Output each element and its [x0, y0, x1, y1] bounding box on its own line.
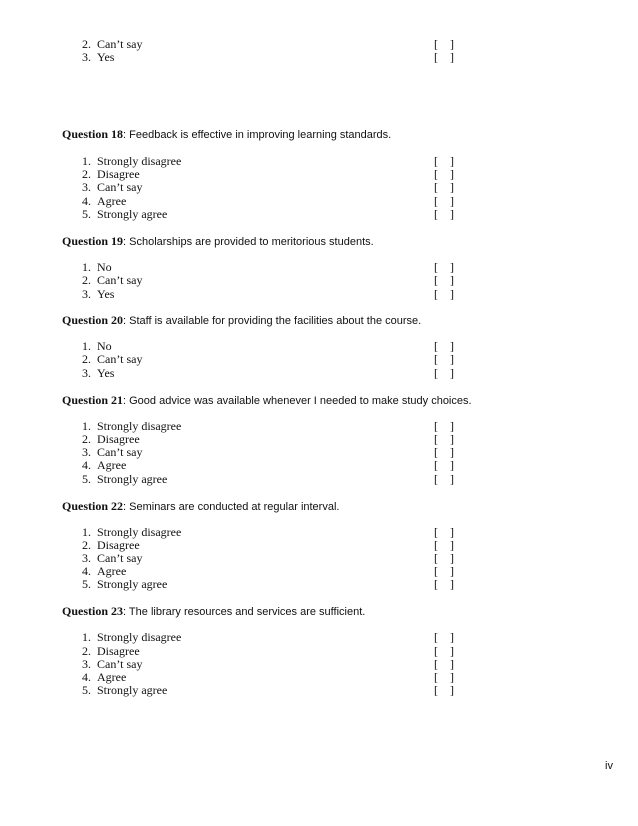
option-number: 1. [82, 525, 91, 539]
option-number: 4. [82, 670, 91, 684]
option-row [0, 339, 638, 353]
option-label: Strongly disagree [97, 630, 182, 644]
option-label: Yes [97, 50, 115, 64]
option-row [0, 472, 638, 486]
answer-checkbox[interactable]: [ ] [434, 339, 454, 353]
question-22-heading [62, 499, 582, 514]
answer-checkbox[interactable]: [ ] [434, 207, 454, 221]
question-18-heading [62, 127, 582, 142]
option-label: Strongly agree [97, 683, 168, 697]
option-label: Can’t say [97, 352, 143, 366]
option-row [0, 287, 638, 301]
option-row [0, 50, 638, 64]
option-label: Agree [97, 670, 127, 684]
question-text: : Feedback is effective in improving learning standards. [123, 129, 392, 141]
question-label: Question 18 [62, 127, 124, 141]
question-label: Question 20 [62, 313, 124, 327]
option-label: Strongly disagree [97, 419, 182, 433]
option-label: Strongly agree [97, 207, 168, 221]
option-number: 1. [82, 630, 91, 644]
option-row [0, 180, 638, 194]
question-21-heading [62, 393, 582, 408]
option-number: 5. [82, 683, 91, 697]
option-label: Yes [97, 287, 115, 301]
answer-checkbox[interactable]: [ ] [434, 366, 454, 380]
option-row [0, 525, 638, 539]
answer-checkbox[interactable]: [ ] [434, 670, 454, 684]
answer-checkbox[interactable]: [ ] [434, 154, 454, 168]
answer-checkbox[interactable]: [ ] [434, 352, 454, 366]
option-label: No [97, 339, 112, 353]
answer-checkbox[interactable]: [ ] [434, 577, 454, 591]
option-row [0, 683, 638, 697]
option-row [0, 366, 638, 380]
answer-checkbox[interactable]: [ ] [434, 644, 454, 658]
question-text: : Staff is available for providing the facilities about the course. [123, 315, 422, 327]
answer-checkbox[interactable]: [ ] [434, 472, 454, 486]
option-row [0, 564, 638, 578]
option-number: 3. [82, 180, 91, 194]
option-number: 2. [82, 37, 91, 51]
option-number: 2. [82, 273, 91, 287]
option-number: 1. [82, 339, 91, 353]
option-number: 4. [82, 564, 91, 578]
option-number: 3. [82, 366, 91, 380]
option-number: 2. [82, 167, 91, 181]
option-label: Can’t say [97, 657, 143, 671]
question-label: Question 19 [62, 234, 124, 248]
question-19-heading [62, 234, 582, 249]
option-number: 1. [82, 419, 91, 433]
option-row [0, 273, 638, 287]
answer-checkbox[interactable]: [ ] [434, 419, 454, 433]
answer-checkbox[interactable]: [ ] [434, 50, 454, 64]
option-number: 3. [82, 50, 91, 64]
answer-checkbox[interactable]: [ ] [434, 180, 454, 194]
option-row [0, 577, 638, 591]
question-label: Question 23 [62, 604, 124, 618]
option-label: Strongly agree [97, 577, 168, 591]
answer-checkbox[interactable]: [ ] [434, 445, 454, 459]
option-row [0, 644, 638, 658]
option-row [0, 194, 638, 208]
answer-checkbox[interactable]: [ ] [434, 273, 454, 287]
answer-checkbox[interactable]: [ ] [434, 630, 454, 644]
option-label: Can’t say [97, 445, 143, 459]
option-number: 2. [82, 432, 91, 446]
option-row [0, 167, 638, 181]
question-23-heading [62, 604, 582, 619]
option-label: Disagree [97, 538, 140, 552]
option-label: No [97, 260, 112, 274]
option-row [0, 657, 638, 671]
option-label: Strongly agree [97, 472, 168, 486]
question-text: : Seminars are conducted at regular interval. [123, 501, 340, 513]
question-text: : Scholarships are provided to meritorious students. [123, 236, 374, 248]
option-row [0, 419, 638, 433]
answer-checkbox[interactable]: [ ] [434, 432, 454, 446]
option-label: Agree [97, 194, 127, 208]
option-number: 3. [82, 657, 91, 671]
question-label: Question 22 [62, 499, 124, 513]
option-number: 4. [82, 458, 91, 472]
question-20-heading [62, 313, 582, 328]
option-number: 1. [82, 260, 91, 274]
option-label: Strongly disagree [97, 154, 182, 168]
option-row [0, 551, 638, 565]
question-text: : Good advice was available whenever I needed to make study choices. [123, 395, 472, 407]
option-number: 5. [82, 577, 91, 591]
option-row [0, 352, 638, 366]
option-label: Can’t say [97, 37, 143, 51]
question-text: : The library resources and services are sufficient. [123, 606, 366, 618]
option-label: Disagree [97, 167, 140, 181]
option-label: Can’t say [97, 180, 143, 194]
answer-checkbox[interactable]: [ ] [434, 167, 454, 181]
option-label: Strongly disagree [97, 525, 182, 539]
option-row [0, 445, 638, 459]
question-label: Question 21 [62, 393, 124, 407]
option-number: 3. [82, 551, 91, 565]
option-row [0, 630, 638, 644]
answer-checkbox[interactable]: [ ] [434, 525, 454, 539]
option-number: 3. [82, 445, 91, 459]
page-number: iv [605, 760, 613, 772]
answer-checkbox[interactable]: [ ] [434, 551, 454, 565]
option-number: 5. [82, 472, 91, 486]
option-label: Disagree [97, 644, 140, 658]
option-row [0, 670, 638, 684]
answer-checkbox[interactable]: [ ] [434, 564, 454, 578]
option-number: 2. [82, 352, 91, 366]
option-row [0, 432, 638, 446]
answer-checkbox[interactable]: [ ] [434, 683, 454, 697]
option-label: Disagree [97, 432, 140, 446]
option-row [0, 37, 638, 51]
answer-checkbox[interactable]: [ ] [434, 194, 454, 208]
option-number: 2. [82, 644, 91, 658]
answer-checkbox[interactable]: [ ] [434, 538, 454, 552]
option-number: 2. [82, 538, 91, 552]
option-number: 5. [82, 207, 91, 221]
option-row [0, 458, 638, 472]
option-row [0, 260, 638, 274]
option-number: 3. [82, 287, 91, 301]
option-label: Agree [97, 564, 127, 578]
answer-checkbox[interactable]: [ ] [434, 37, 454, 51]
option-label: Agree [97, 458, 127, 472]
option-row [0, 207, 638, 221]
answer-checkbox[interactable]: [ ] [434, 260, 454, 274]
option-label: Yes [97, 366, 115, 380]
option-row [0, 538, 638, 552]
answer-checkbox[interactable]: [ ] [434, 657, 454, 671]
option-label: Can’t say [97, 273, 143, 287]
option-row [0, 154, 638, 168]
answer-checkbox[interactable]: [ ] [434, 458, 454, 472]
answer-checkbox[interactable]: [ ] [434, 287, 454, 301]
option-number: 1. [82, 154, 91, 168]
option-label: Can’t say [97, 551, 143, 565]
option-number: 4. [82, 194, 91, 208]
